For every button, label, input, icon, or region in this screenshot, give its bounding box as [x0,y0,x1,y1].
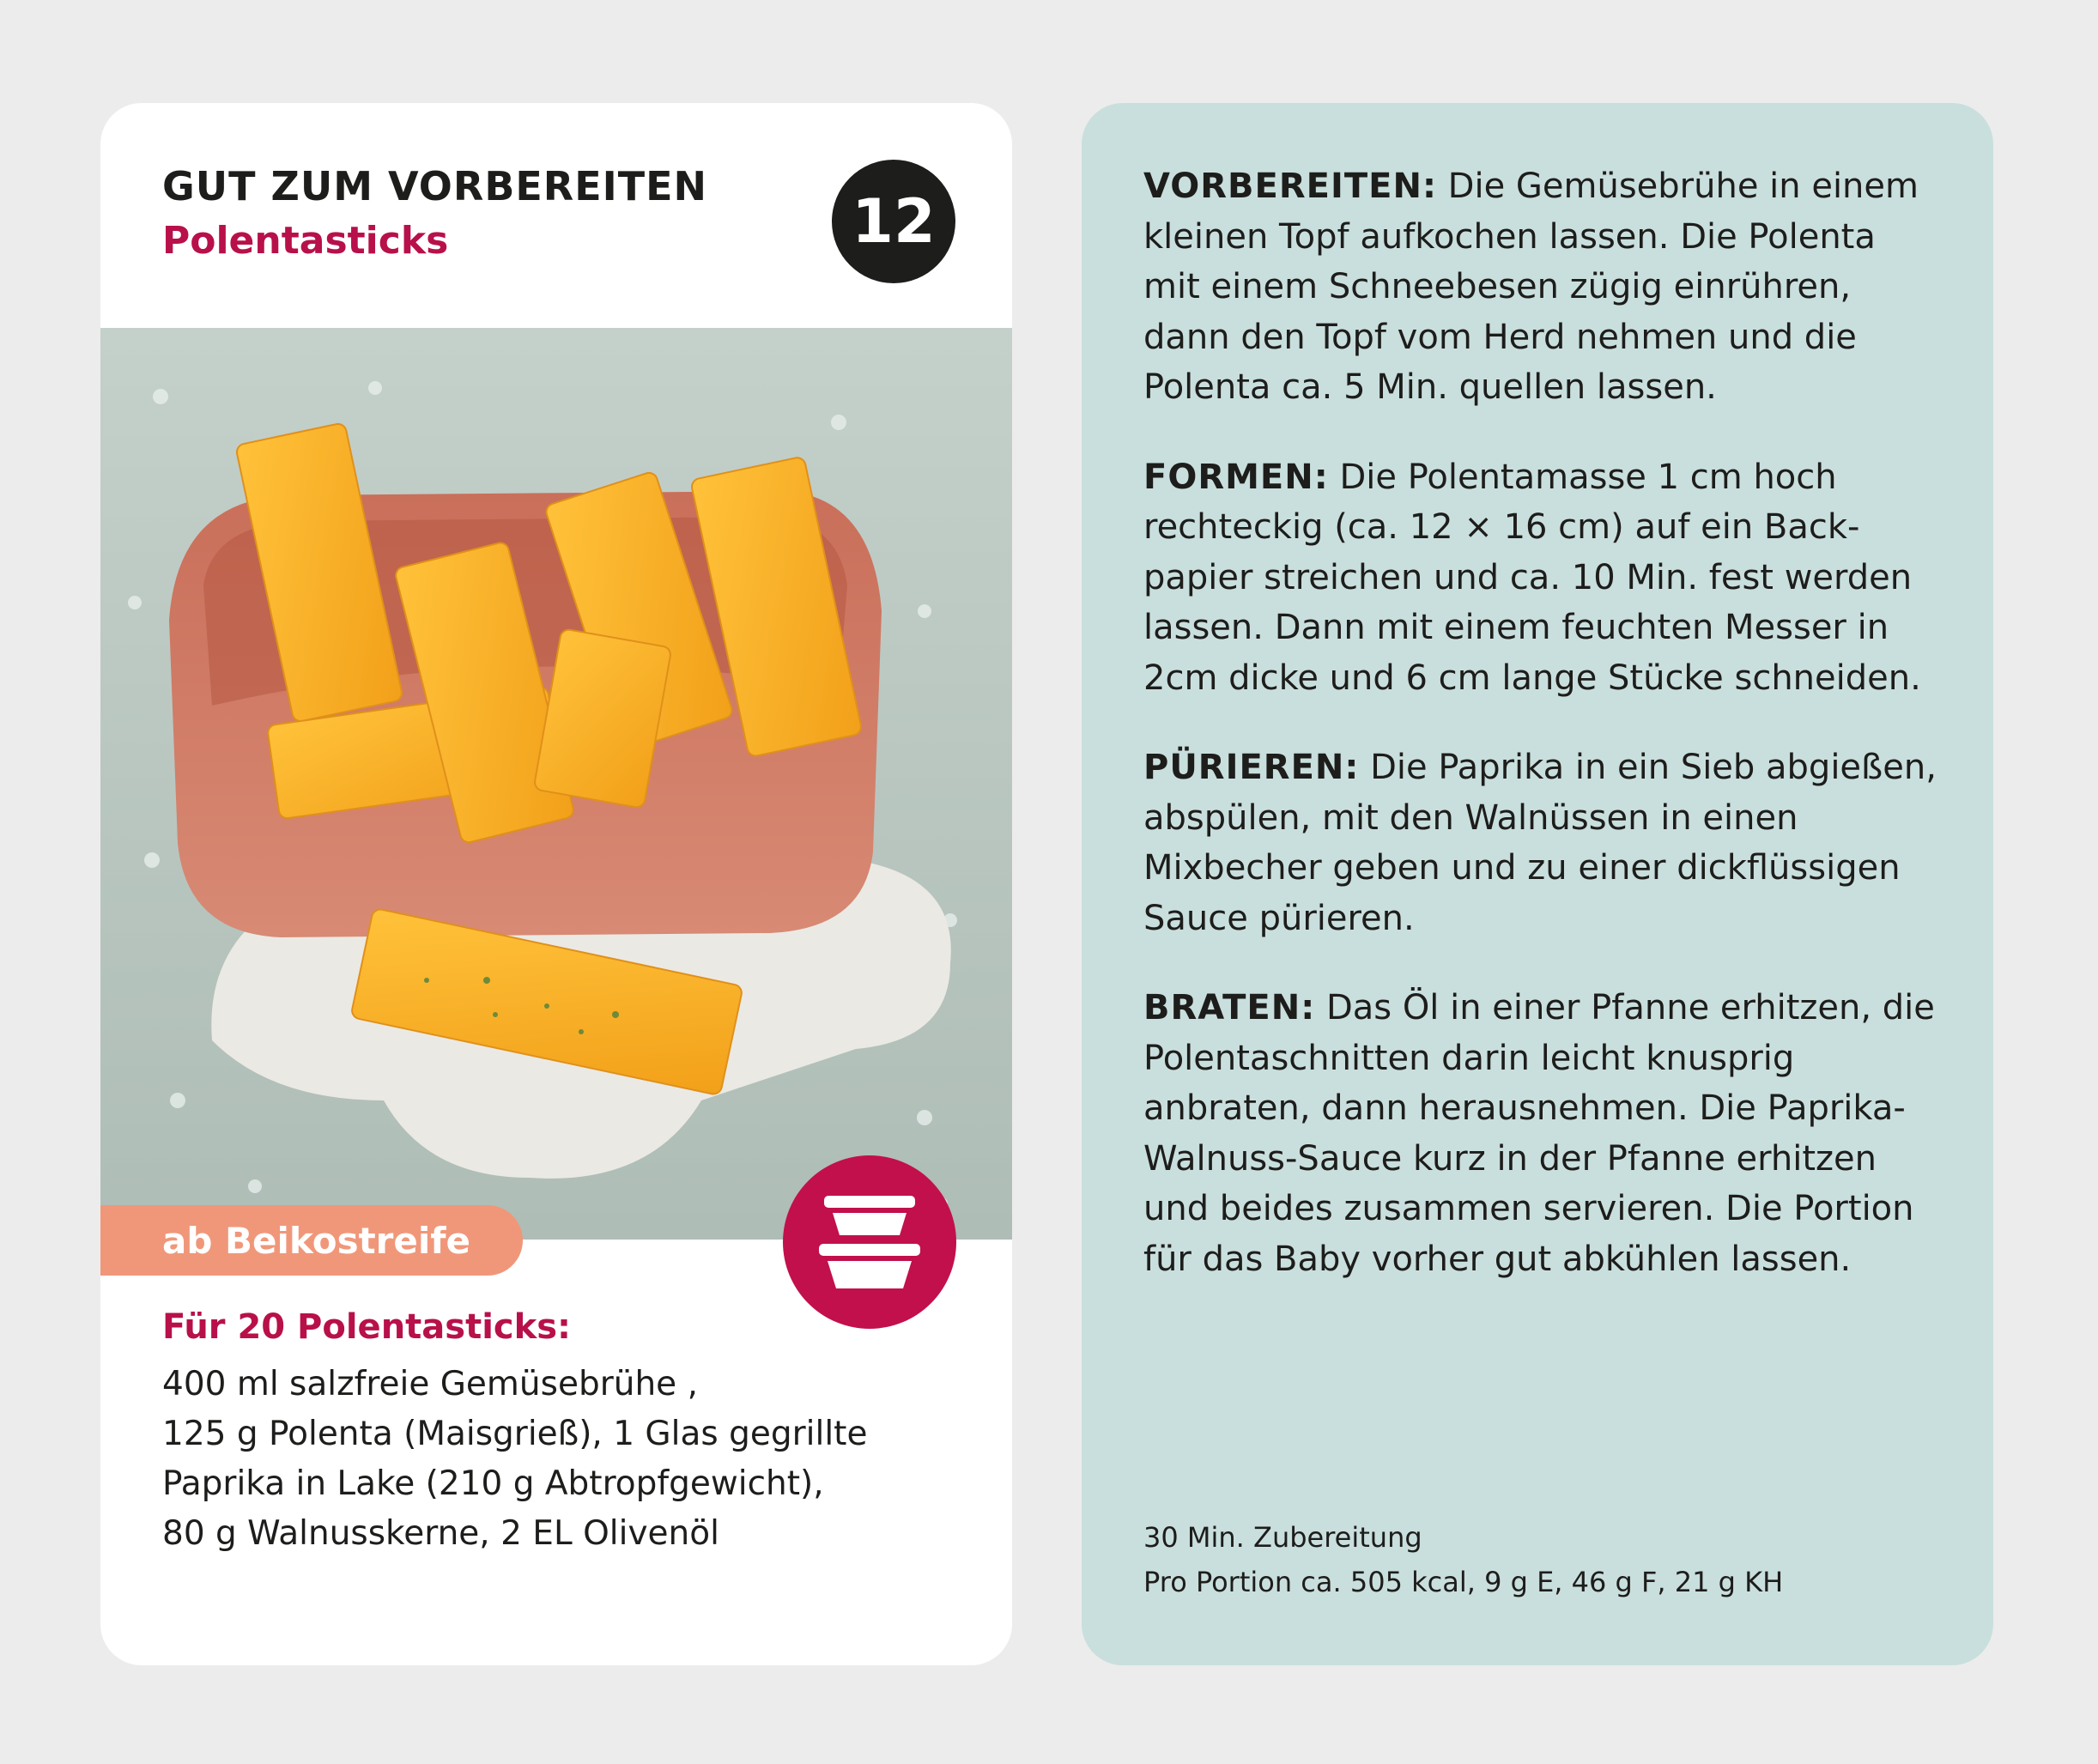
step-label: BRATEN: [1143,988,1316,1027]
ingredient-line: 125 g Polenta (Maisgrieß), 1 Glas gegrillte [162,1415,868,1453]
nutrition-info: Pro Portion ca. 505 kcal, 9 g E, 46 g F, 21 g KH [1143,1566,1784,1598]
recipe-card-front [100,103,1012,1665]
step-label: PÜRIEREN: [1143,748,1360,787]
step-label: VORBEREITEN: [1143,167,1437,206]
preparation-steps [1143,161,1938,1324]
ingredient-line: 80 g Walnusskerne, 2 EL Olivenöl [162,1514,719,1553]
step-text: Die Gemüsebrühe in einem kleinen Topf aufkochen lassen. Die Polenta mit einem Schneebesen zügig einrühren, dann den Topf vom Herd nehmen und die Polenta ca. 5 Min. quellen lassen. [1143,167,1919,407]
step-text: Das Öl in einer Pfanne erhitzen, die Polentaschnitten darin leicht knusprig anbraten, dann herausnehmen. Die Paprika-Walnuss-Sauce kurz in der Pfanne erhitzen und beides zusammen servieren. Die Portion für das Baby vorher gut abkühlen lassen. [1143,988,1935,1279]
recipe-number-badge: 12 [832,160,955,283]
stacked-containers-icon [814,1191,925,1294]
storage-badge [783,1155,956,1329]
age-tag: ab Beikostreife [100,1205,523,1276]
ingredients-title: Für 20 Polentasticks: [162,1307,572,1347]
ingredients-section [162,1305,961,1559]
step-formen [1143,452,1938,704]
step-text: Die Polentamasse 1 cm hoch rechteckig (ca. 12 × 16 cm) auf ein Backpapier streichen und ca. 10 Min. fest werden lassen. Dann mit einem feuchten Messer in 2cm dicke und 6 cm lange Stücke schneiden. [1143,457,1921,698]
step-braten [1143,983,1938,1284]
recipe-footer [1143,1515,1938,1604]
step-text: Die Paprika in ein Sieb abgießen, abspülen, mit den Walnüssen in einen Mixbecher geben und zu einer dickflüssigen Sauce pürieren. [1143,748,1937,938]
step-vorbereiten [1143,161,1938,413]
step-label: FORMEN: [1143,457,1329,497]
step-puerieren [1143,743,1938,943]
ingredient-line: Paprika in Lake (210 g Abtropfgewicht), [162,1464,824,1503]
recipe-photo [100,328,1012,1240]
recipe-title: Polentasticks [162,219,449,264]
category-title: GUT ZUM VORBEREITEN [162,163,708,209]
recipe-card-back [1082,103,1993,1665]
prep-time: 30 Min. Zubereitung [1143,1521,1422,1554]
ingredient-line: 400 ml salzfreie Gemüsebrühe , [162,1365,698,1403]
